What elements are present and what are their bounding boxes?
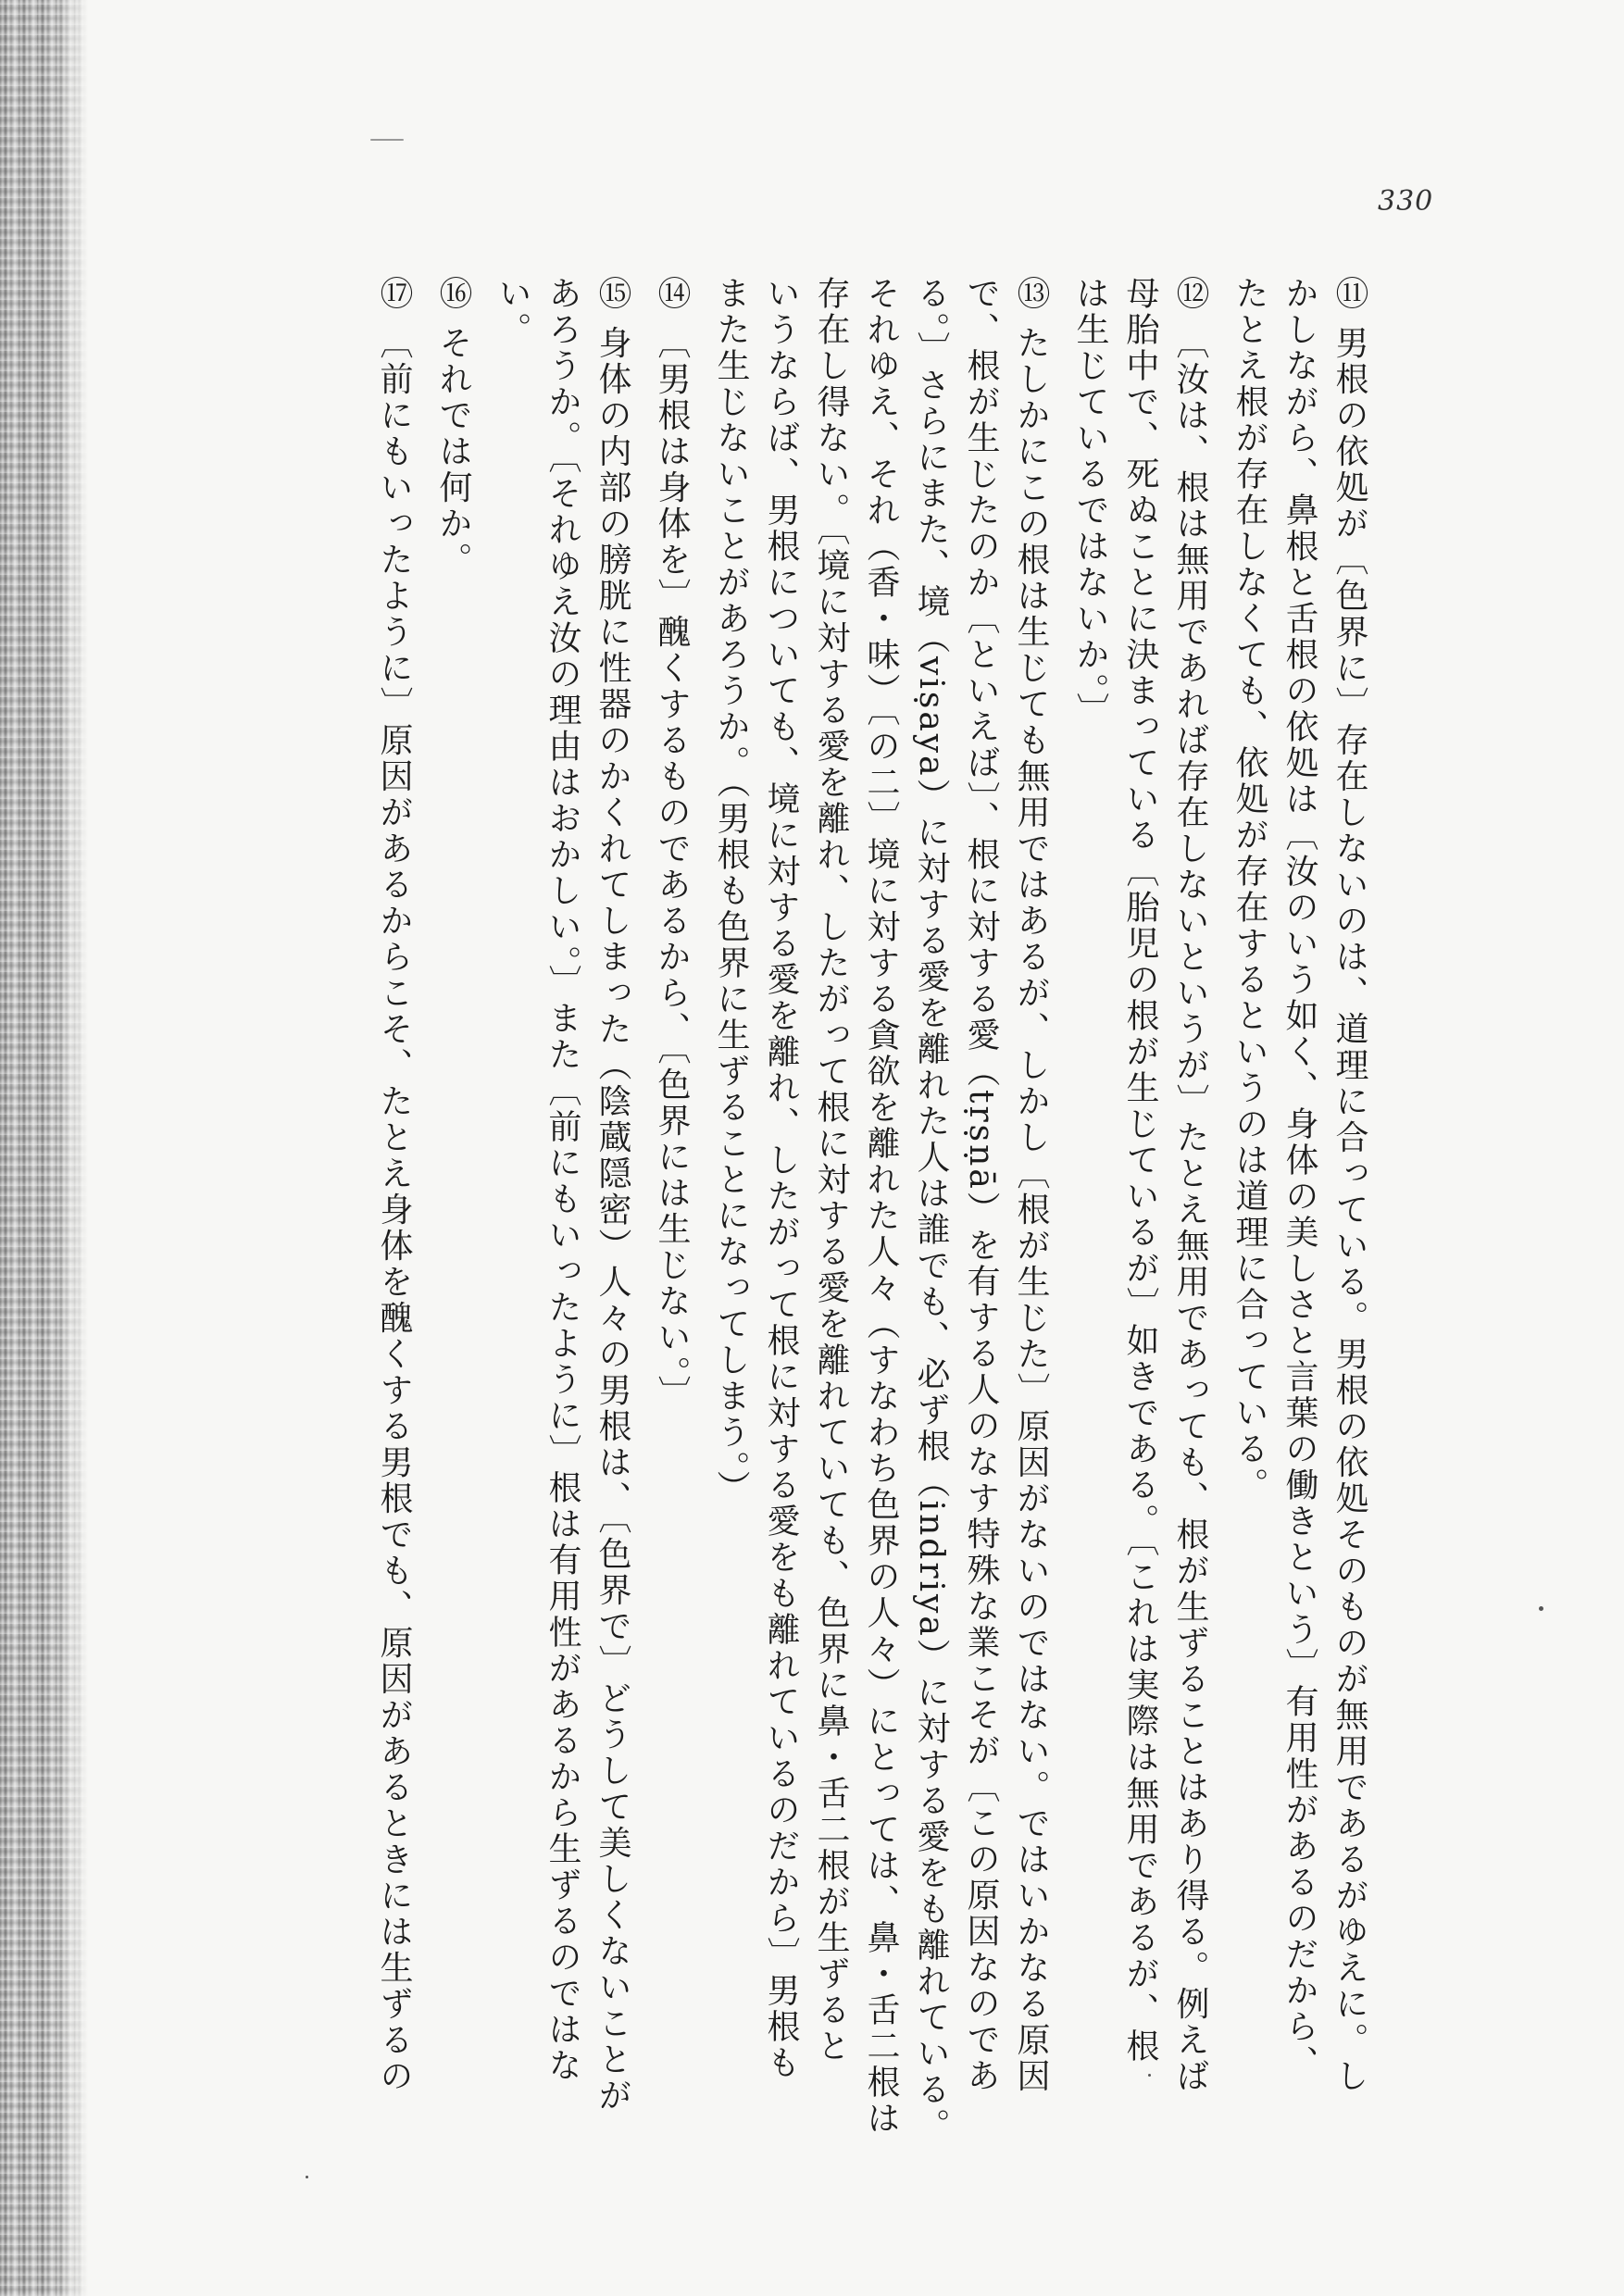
text-line-7: ⑬ たしかにこの根は生じても無用ではあるが、しかし〔根が生じた〕原因がないのではない。ではいかなる原因 bbox=[1012, 276, 1050, 2095]
text-line-5: 母胎中で、死ぬことに決まっている〔胎児の根が生じているが〕如きである。〔これは実際は無用であるが、根 bbox=[1121, 276, 1159, 2065]
scan-speck bbox=[1148, 2074, 1151, 2077]
text-line-16: あろうか。〔それゆえ汝の理由はおかしい。〕また〔前にもいったように〕根は有用性があるから生ずるのではな bbox=[543, 276, 581, 2084]
text-line-4: ⑫ 〔汝は、根は無用であれば存在しないというが〕たとえ無用であっても、根が生ずることはあり得る。例えば bbox=[1171, 276, 1209, 2095]
vertical-text-body bbox=[369, 276, 1374, 2144]
text-line-1: ⑪ 男根の依処が〔色界に〕存在しないのは、道理に合っている。男根の依処そのものが無用であるがゆえに。し bbox=[1330, 276, 1368, 2095]
text-line-17: い。 bbox=[493, 276, 531, 348]
scan-speck bbox=[1539, 1606, 1543, 1611]
scan-speck bbox=[306, 2176, 308, 2178]
text-line-10: それゆえ、それ（香・味）〔の二〕境に対する貪欲を離れた人々（すなわち色界の人々）にとっては、鼻・舌二根は bbox=[862, 276, 900, 2137]
text-line-14: ⑭ 〔男根は身体を〕醜くするものであるから、〔色界には生じない。〕 bbox=[653, 276, 691, 1412]
text-line-8: で、根が生じたのか〔といえば〕、根に対する愛（tṛṣṇā）を有する人のなす特殊な業こそが〔この原因なのであ bbox=[962, 276, 1000, 2094]
text-line-11: 存在し得ない。〔境に対する愛を離れ、したがって根に対する愛を離れていても、色界に鼻・舌二根が生ずると bbox=[812, 276, 850, 2065]
text-line-3: たとえ根が存在しなくても、依処が存在するというのは道理に合っている。 bbox=[1230, 276, 1268, 1504]
text-line-13: また生じないことがあろうか。（男根も色界に生ずることになってしまう。） bbox=[712, 276, 750, 1506]
text-line-9: る。〕さらにまた、境（viṣaya）に対する愛を離れた人は誰でも、必ず根（indriya）に対する愛をも離れている。 bbox=[912, 276, 950, 2144]
scan-speck bbox=[370, 139, 404, 141]
text-line-6: は生じているではないか。〕 bbox=[1071, 276, 1109, 729]
text-line-12: いうならば、男根についても、境に対する愛を離れ、したがって根に対する愛をも離れているのだから〕男根も bbox=[762, 276, 800, 2081]
text-line-19: ⑰ 〔前にもいったように〕原因があるからこそ、たとえ身体を醜くする男根でも、原因があるときには生ずるの bbox=[375, 276, 413, 2095]
text-line-15: ⑮ 身体の内部の膀胱に性器のかくれてしまった（陰蔵隠密）人々の男根は、〔色界で〕どうして美しくないことが bbox=[593, 276, 631, 2115]
text-line-2: かしながら、鼻根と舌根の依処は〔汝のいう如く、身体の美しさと言葉の働きという〕有用性があるのだから、 bbox=[1280, 276, 1318, 2081]
scan-shadow-edge bbox=[0, 0, 88, 2296]
text-line-18: ⑯ それでは何か。 bbox=[434, 276, 472, 579]
page-number: 330 bbox=[1378, 185, 1434, 218]
